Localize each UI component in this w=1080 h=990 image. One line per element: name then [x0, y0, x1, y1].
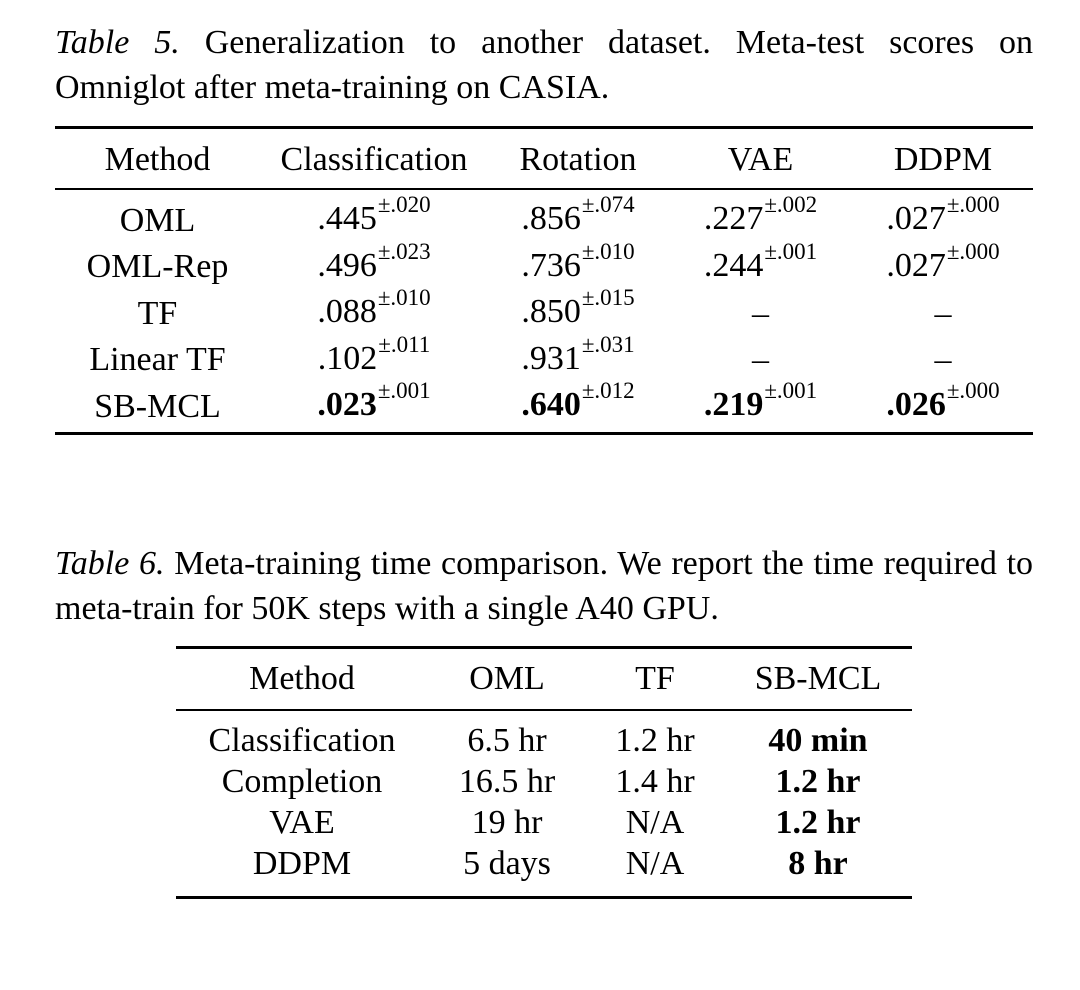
- table6-time-cell: 8 hr: [788, 845, 848, 882]
- table5-method-cell: OML-Rep: [86, 248, 229, 285]
- score-value: .023: [317, 386, 377, 423]
- table6-row: [176, 720, 912, 761]
- table6-time-cell: N/A: [625, 845, 685, 882]
- table5-score-cell: [853, 290, 1033, 337]
- score-value: .640: [521, 386, 581, 423]
- table6-header-method: Method: [249, 660, 355, 697]
- table5-header-ddpm: DDPM: [893, 141, 993, 178]
- table5-score-cell: [260, 331, 488, 384]
- score-value: .088: [317, 293, 377, 330]
- table6-time-cell: 1.2 hr: [775, 763, 861, 800]
- score-value: .027: [886, 246, 946, 284]
- score-value: –: [934, 341, 952, 378]
- table5-score-cell: [668, 192, 853, 244]
- table5-caption-text: Generalization to another dataset. Meta-test scores on Omniglot after meta-training on CASIA.: [55, 24, 1034, 106]
- table6-time-cell: 5 days: [463, 845, 551, 882]
- score-std-error: ±.023: [377, 238, 431, 264]
- table6-body: [176, 720, 912, 884]
- score-value: .026: [886, 386, 946, 423]
- table6-row: [176, 843, 912, 884]
- table5-header-classification: Classification: [280, 141, 468, 178]
- table5-score-cell: [668, 378, 853, 430]
- table5-score-cell: [260, 192, 488, 244]
- table5-method-cell: SB-MCL: [94, 387, 221, 425]
- table5-header: [55, 140, 1033, 180]
- table6-time-cell: 19 hr: [471, 804, 543, 841]
- score-std-error: ±.020: [377, 192, 431, 217]
- table6-method-cell: VAE: [269, 804, 335, 841]
- table5-score-cell: [260, 285, 488, 337]
- score-value: –: [934, 294, 952, 332]
- score-std-error: ±.002: [764, 192, 818, 217]
- table6-mid-rule: [176, 709, 912, 711]
- table6-header: [176, 659, 912, 699]
- table5-score-cell: [488, 331, 668, 384]
- table6-method-cell: DDPM: [252, 845, 352, 882]
- table5-score-cell: [488, 192, 668, 244]
- table5-score-cell: [853, 337, 1033, 384]
- score-value: .244: [703, 246, 764, 284]
- score-std-error: ±.074: [581, 192, 635, 217]
- score-value: –: [752, 294, 769, 332]
- table6-time-cell: 1.2 hr: [775, 804, 861, 841]
- table5-score-cell: [853, 192, 1033, 244]
- score-std-error: ±.010: [377, 285, 431, 310]
- table5-row: [55, 337, 1033, 384]
- table6-method-cell: Classification: [208, 722, 396, 759]
- score-std-error: ±.000: [946, 192, 1000, 217]
- table5-mid-rule: [55, 188, 1033, 190]
- table5-body: [55, 192, 1033, 430]
- table5-score-cell: [853, 378, 1033, 430]
- score-std-error: ±.001: [377, 378, 431, 403]
- score-value: –: [752, 341, 769, 378]
- score-std-error: ±.001: [764, 378, 818, 403]
- score-value: .027: [886, 200, 946, 237]
- score-std-error: ±.015: [581, 285, 635, 310]
- score-value: .736: [521, 246, 581, 284]
- table5-score-cell: [488, 285, 668, 337]
- table5-score-cell: [668, 290, 853, 337]
- score-std-error: ±.012: [581, 378, 635, 403]
- table6-label: Table 6.: [55, 545, 165, 582]
- score-std-error: ±.000: [946, 238, 1000, 264]
- score-value: .850: [521, 293, 581, 330]
- table5-method-cell: TF: [137, 294, 178, 332]
- table5-caption: [55, 20, 1033, 110]
- table6-bottom-rule: [176, 896, 912, 899]
- table6-time-cell: 40 min: [768, 722, 868, 759]
- table5-bottom-rule: [55, 432, 1033, 435]
- score-value: .445: [317, 200, 377, 237]
- score-std-error: ±.031: [581, 331, 635, 357]
- table5-method-cell: Linear TF: [89, 341, 226, 378]
- score-value: .227: [703, 200, 764, 237]
- table5-method-cell: OML: [119, 201, 196, 239]
- score-std-error: ±.001: [764, 238, 818, 264]
- table5-score-cell: [260, 238, 488, 291]
- score-value: .496: [317, 246, 377, 284]
- table5-label: Table 5.: [55, 24, 180, 61]
- score-std-error: ±.011: [378, 331, 431, 357]
- table6-caption-text: Meta-training time comparison. We report the time required to meta-train for 50K steps with a single A40 GPU.: [55, 545, 1034, 627]
- table6-caption: [55, 541, 1033, 631]
- table5-row: [55, 244, 1033, 291]
- table5-score-cell: [853, 238, 1033, 291]
- table6-row: [176, 802, 912, 843]
- table5-score-cell: [488, 238, 668, 291]
- table6-header-sbmcl: SB-MCL: [754, 660, 882, 697]
- table6-time-cell: 6.5 hr: [467, 722, 547, 759]
- score-std-error: ±.000: [946, 378, 1000, 403]
- score-std-error: ±.010: [581, 238, 635, 264]
- score-value: .931: [521, 339, 581, 377]
- table6-top-rule: [176, 646, 912, 649]
- score-value: .856: [521, 200, 581, 237]
- table5-row: [55, 290, 1033, 337]
- table5-score-cell: [260, 378, 488, 430]
- table5-header-rotation: Rotation: [519, 141, 637, 178]
- table5-top-rule: [55, 126, 1033, 129]
- score-value: .102: [317, 339, 378, 377]
- table5-header-method: Method: [104, 141, 211, 178]
- table5-score-cell: [488, 378, 668, 430]
- table6-time-cell: 1.2 hr: [615, 722, 695, 759]
- table5-header-vae: VAE: [727, 141, 794, 178]
- table5-score-cell: [668, 337, 853, 384]
- table6-time-cell: N/A: [625, 804, 685, 841]
- table6-method-cell: Completion: [221, 763, 383, 800]
- score-value: .219: [703, 386, 764, 423]
- table6-header-oml: OML: [469, 660, 545, 697]
- table5-row: [55, 383, 1033, 430]
- table5-row: [55, 197, 1033, 244]
- table6-time-cell: 1.4 hr: [615, 763, 695, 800]
- table5-score-cell: [668, 238, 853, 291]
- table6-row: [176, 761, 912, 802]
- table6-time-cell: 16.5 hr: [458, 763, 556, 800]
- table6-header-tf: TF: [635, 660, 675, 697]
